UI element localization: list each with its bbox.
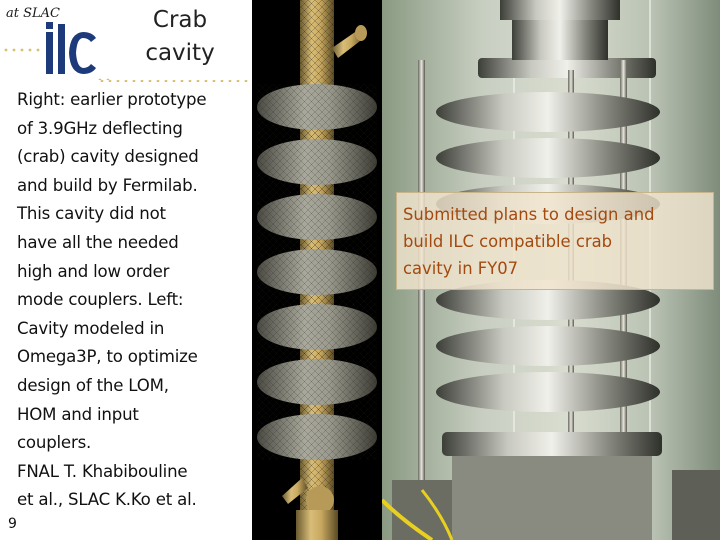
callout-text: Submitted plans to design and build ILC compatible crab cavity in FY07 (403, 205, 655, 278)
cavity-model-drawing (252, 0, 382, 540)
page-number: 9 (8, 516, 17, 532)
logo-letters (46, 22, 96, 74)
logo-dots (5, 49, 110, 80)
location-label: at SLAC (6, 6, 60, 21)
slide-title: Crab cavity (145, 7, 215, 66)
dotted-divider (98, 80, 256, 82)
callout-box (396, 192, 714, 290)
ilc-logo (0, 10, 110, 80)
cavity-cells (257, 84, 377, 460)
description-text: Right: earlier prototype of 3.9GHz deflecting (crab) cavity designed and build by Fermilab. This cavity did not have all the needed high and low order mode couplers. Left: Cavity modeled in Omega3P, to optimize design of the LOM, HOM and input couplers. FNAL T. Khabibouline et al., SLAC K.Ko et al. (17, 90, 207, 510)
cavity-model-image (252, 0, 382, 540)
